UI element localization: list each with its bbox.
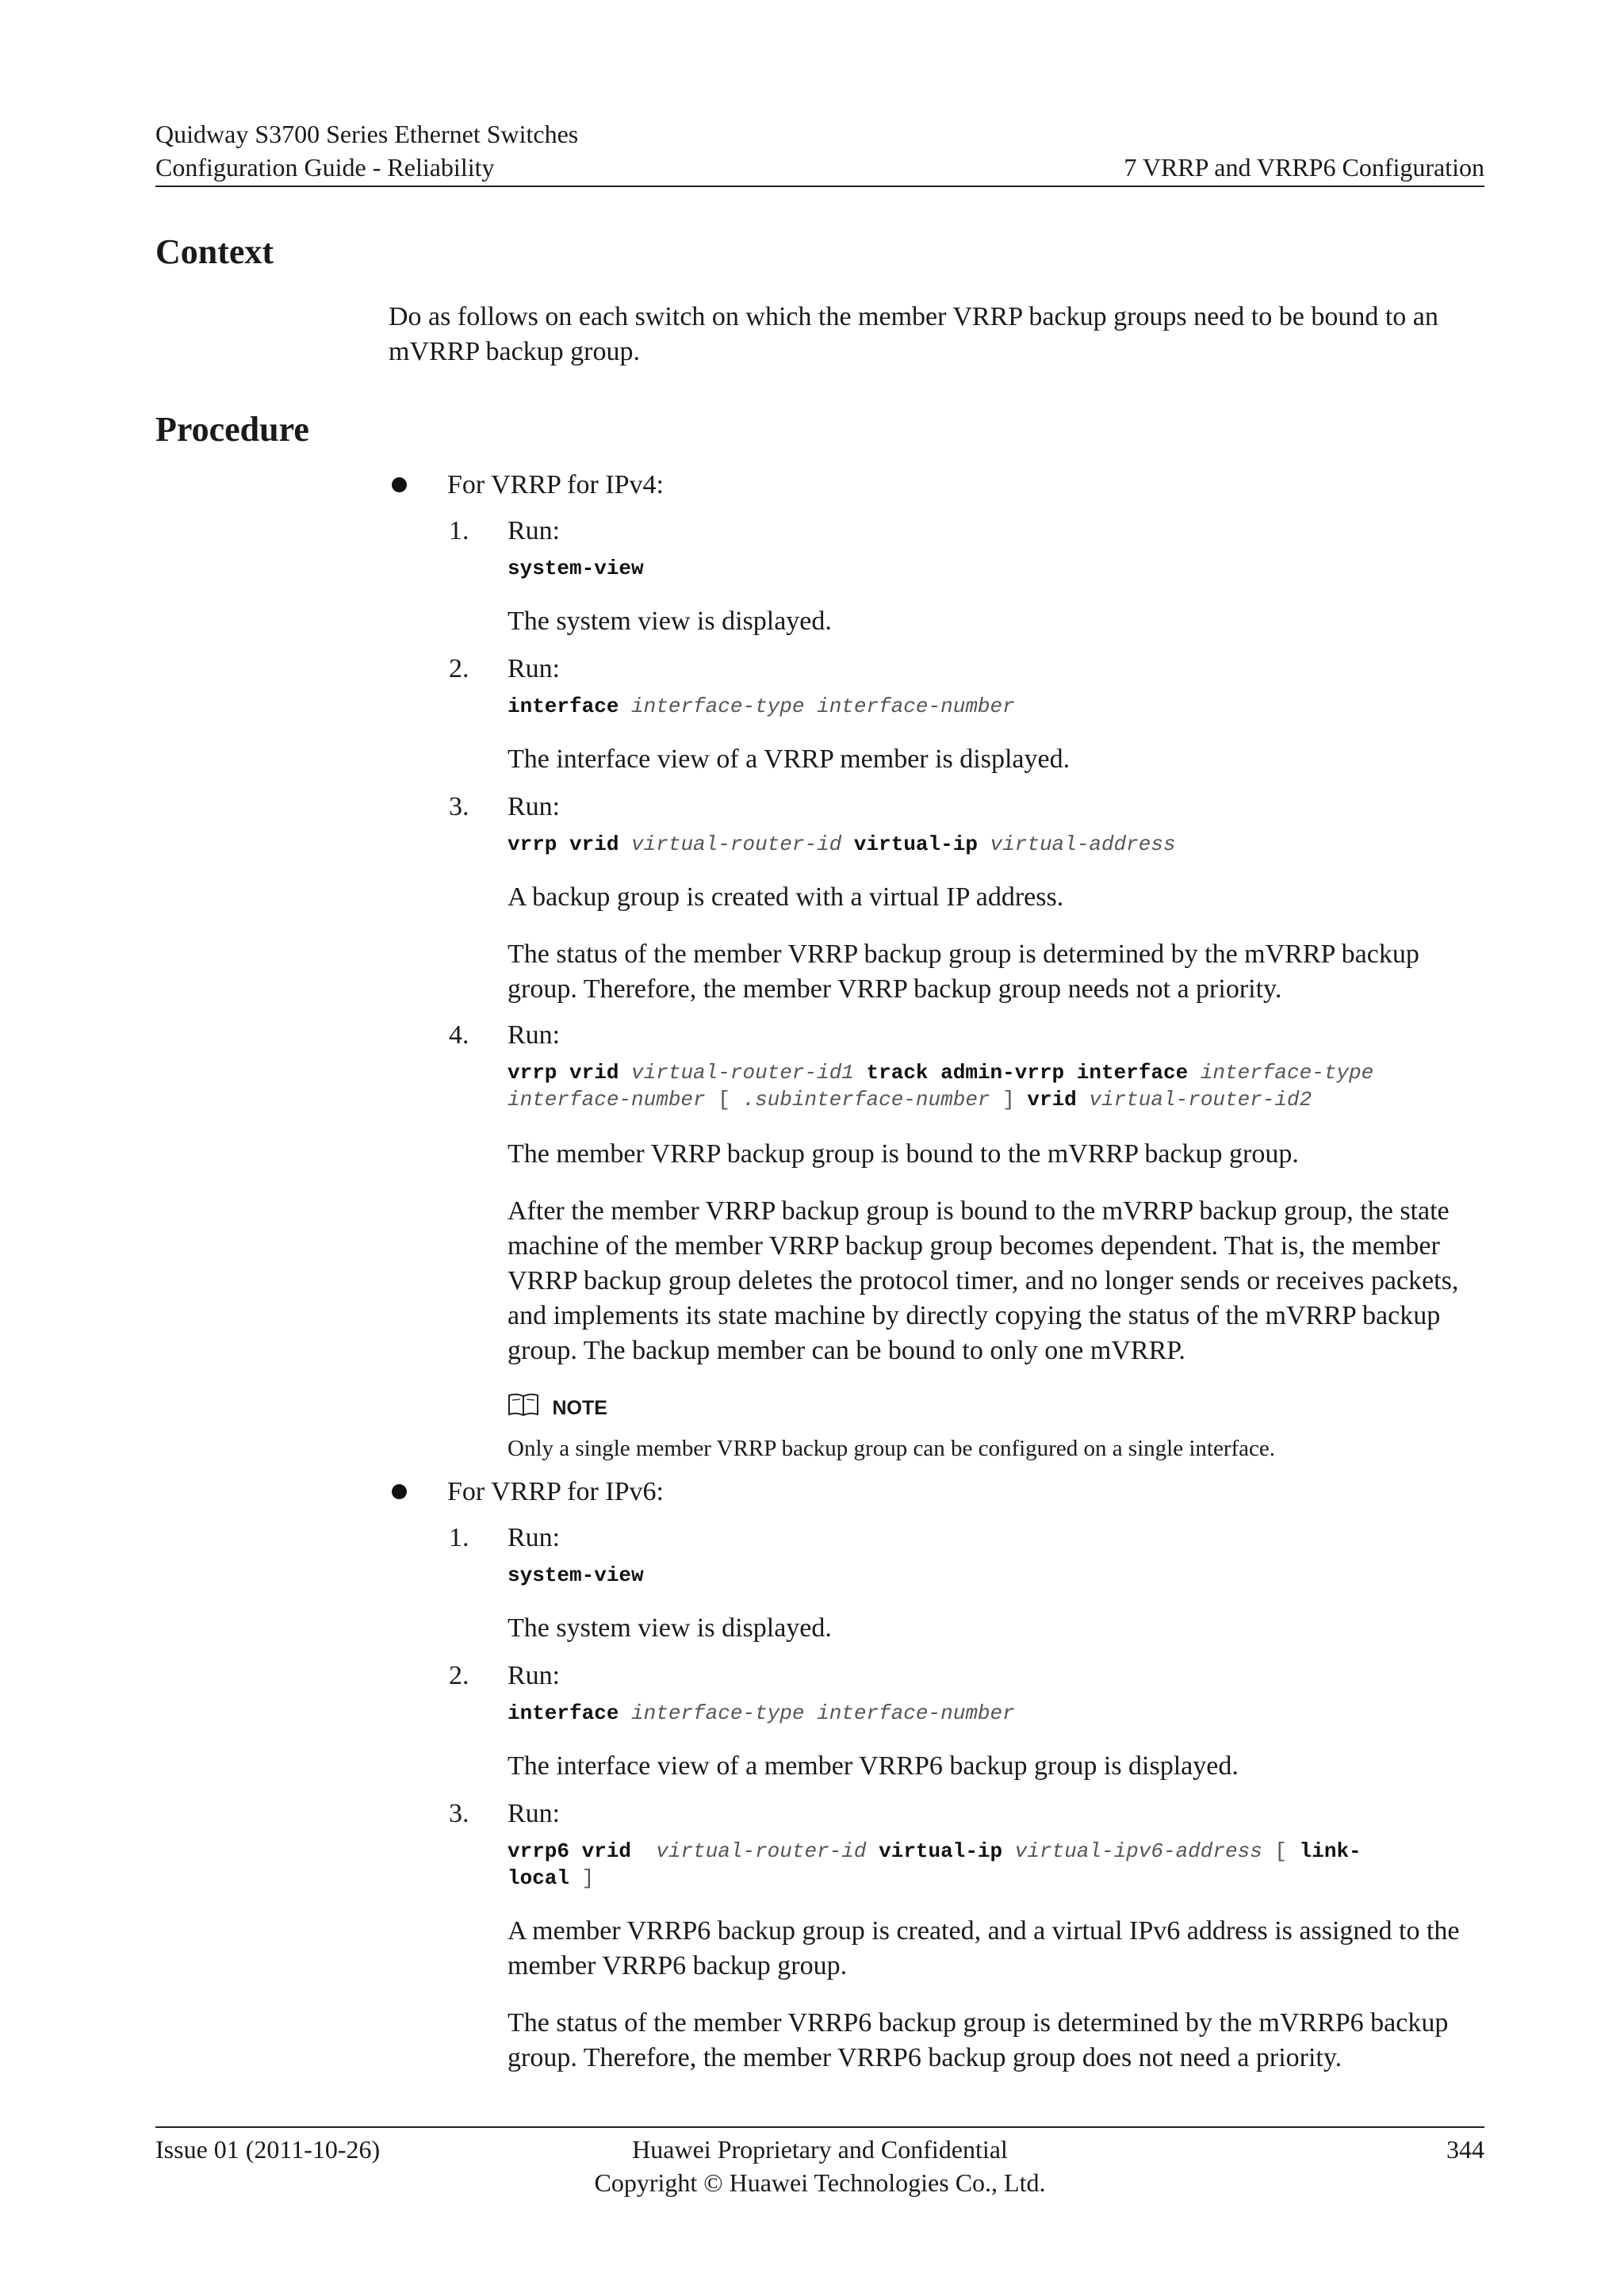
book-icon [508,1392,539,1418]
step-number: 4. [449,1020,469,1050]
header-chapter: 7 VRRP and VRRP6 Configuration [1124,153,1484,182]
ipv6-label: For VRRP for IPv6: [447,1477,664,1506]
bullet-dot [392,1484,407,1499]
cmd-virtual-router-id2: virtual-router-id2 [1089,1088,1312,1112]
page-header [155,117,1484,184]
ipv6-step-1 [389,1521,1484,1556]
ipv6-step-2 [389,1659,1484,1693]
note-header [508,1389,1484,1425]
step-run: Run: [508,1020,561,1050]
ipv4-step-4-desc: The member VRRP backup group is bound to the mVRRP backup group. [508,1139,1299,1169]
cmd-vrrp-vrid: vrrp vrid [508,1061,619,1085]
cmd-interface-type: interface-type [631,695,805,718]
ipv4-step-3 [389,790,1484,825]
cmd-interface: interface [508,695,619,718]
ipv6-step-2-desc: The interface view of a member VRRP6 backup group is displayed. [508,1751,1239,1781]
ipv4-label: For VRRP for IPv4: [447,470,664,499]
cmd-virtual-ip: virtual-ip [853,832,978,856]
cmd-interface-type: interface-type [631,1701,805,1725]
ipv6-step-1-command [508,1562,1603,1589]
cmd-vrrp-vrid: vrrp vrid [508,832,619,856]
ipv4-step-3-command [508,831,1603,858]
cmd-interface-type: interface-type [1200,1061,1374,1085]
step-run: Run: [508,516,561,545]
ipv6-step-1-desc: The system view is displayed. [508,1613,832,1643]
note-label: NOTE [552,1397,607,1419]
note-block [508,1389,1484,1464]
ipv4-step-1 [389,514,1484,549]
step-number: 1. [449,1523,469,1552]
ipv6-step-3-desc: A member VRRP6 backup group is created, and a virtual IPv6 address is assigned to the member VRRP6 backup group. [508,1916,1460,1980]
ipv4-step-2 [389,652,1484,687]
header-rule [155,186,1484,187]
bullet-ipv6 [389,1475,1484,1510]
cmd-subinterface-number: .subinterface-number [742,1088,990,1112]
cmd-virtual-address: virtual-address [990,832,1176,856]
ipv6-step-3 [389,1797,1484,1831]
ipv4-step-3-desc2: The status of the member VRRP backup group is determined by the mVRRP backup group. Therefore, the member VRRP backup group needs not a priority. [508,939,1419,1004]
ipv4-step-4 [389,1018,1484,1053]
cmd-virtual-router-id1: virtual-router-id1 [631,1061,854,1085]
procedure-ipv6 [389,1475,1484,1510]
step-run: Run: [508,792,561,821]
step-number: 2. [449,1661,469,1690]
note-text: Only a single member VRRP backup group can be configured on a single interface. [508,1436,1276,1461]
header-guide: Configuration Guide - Reliability [155,153,495,182]
cmd-interface-number: interface-number [817,1701,1015,1725]
cmd-vrid: vrid [1027,1088,1077,1112]
cmd-system-view: system-view [508,557,644,580]
header-product: Quidway S3700 Series Ethernet Switches [155,120,579,148]
ipv4-step-2-desc: The interface view of a VRRP member is displayed. [508,744,1071,774]
step-run: Run: [508,1661,561,1690]
cmd-bracket-close: ] [581,1866,595,1890]
bullet-ipv4 [389,468,1484,503]
cmd-bracket-open: [ [1274,1839,1288,1863]
procedure-heading: Procedure [155,410,309,449]
cmd-interface: interface [508,1701,619,1725]
footer-center [155,2133,1484,2199]
cmd-interface-number: interface-number [508,1088,706,1112]
cmd-virtual-ipv6-address: virtual-ipv6-address [1014,1839,1262,1863]
step-number: 3. [449,792,469,821]
ipv4-step-4-command [508,1059,1484,1113]
footer-copyright: Copyright © Huawei Technologies Co., Ltd. [594,2168,1046,2197]
step-run: Run: [508,1799,561,1828]
ipv4-step-3-desc: A backup group is created with a virtual IP address. [508,882,1064,912]
context-text: Do as follows on each switch on which the member VRRP backup groups need to be bound to an mVRRP backup group. [389,302,1438,366]
cmd-virtual-router-id: virtual-router-id [656,1839,867,1863]
cmd-interface-number: interface-number [817,695,1015,718]
footer-page-number: 344 [1446,2135,1484,2164]
cmd-system-view: system-view [508,1563,644,1587]
footer-rule [155,2126,1484,2128]
ipv6-step-2-command [508,1700,1603,1727]
ipv4-step-2-command [508,693,1603,720]
cmd-track-admin-vrrp-interface: track admin-vrrp interface [866,1061,1189,1085]
ipv6-step-3-desc2: The status of the member VRRP6 backup group is determined by the mVRRP6 backup group. Therefore, the member VRRP6 backup group does not need a priority. [508,2008,1449,2072]
cmd-virtual-router-id: virtual-router-id [631,832,842,856]
cmd-virtual-ip: virtual-ip [879,1839,1003,1863]
step-number: 2. [449,654,469,683]
ipv4-step-4-desc2: After the member VRRP backup group is bound to the mVRRP backup group, the state machine of the member VRRP backup group becomes dependent. That is, the member VRRP backup group deletes the protocol timer, and no longer sends or receives packets, and implements its state machine by directly copying the status of the mVRRP backup group. The backup member can be bound to only one mVRRP. [508,1196,1459,1365]
ipv6-step-3-command [508,1838,1484,1892]
procedure-ipv4 [389,468,1484,503]
cmd-link-local-part2: local [508,1866,570,1890]
ipv4-step-1-command [508,555,1603,582]
step-run: Run: [508,654,561,683]
footer-issue: Issue 01 (2011-10-26) [155,2135,381,2164]
ipv4-step-1-desc: The system view is displayed. [508,607,832,636]
bullet-dot [392,477,407,492]
step-run: Run: [508,1523,561,1552]
cmd-vrrp6-vrid: vrrp6 vrid [508,1839,632,1863]
cmd-bracket-open: [ [718,1088,730,1112]
context-heading: Context [155,232,274,271]
step-number: 3. [449,1799,469,1828]
step-number: 1. [449,516,469,545]
footer-confidential: Huawei Proprietary and Confidential [632,2135,1008,2164]
cmd-link-local-part1: link- [1299,1839,1362,1863]
cmd-bracket-close: ] [1002,1088,1015,1112]
